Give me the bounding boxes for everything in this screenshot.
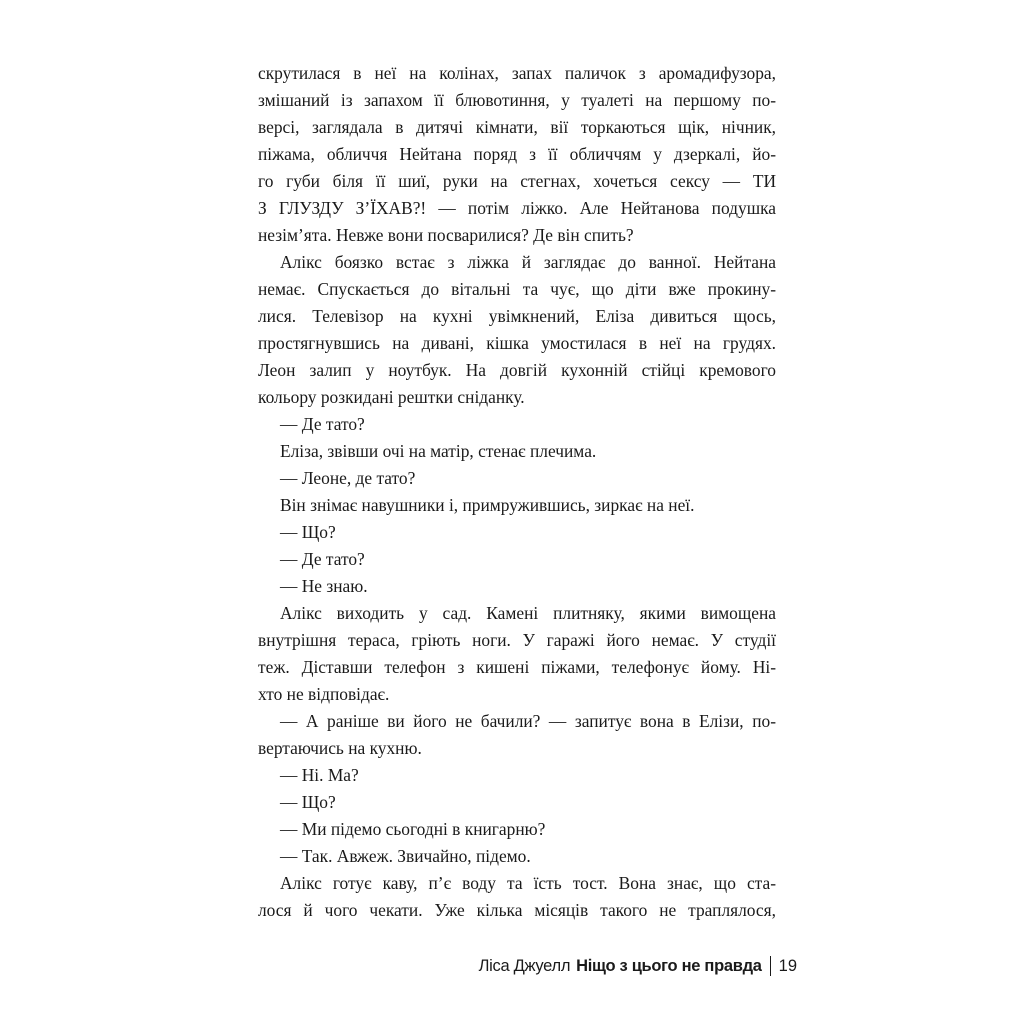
dialogue-line: — Так. Авжеж. Звичайно, підемо. — [280, 846, 531, 866]
text-line: незім’ята. Невже вони посварилися? Де він спить? — [258, 225, 634, 245]
paragraph-first-line: Алікс готує каву, п’є воду та їсть тост. Вона знає, що ста- — [280, 873, 776, 893]
dialogue-line: — Де тато? — [280, 414, 365, 434]
text-line: кольору розкидані рештки сніданку. — [258, 387, 525, 407]
paragraph-first-line: Еліза, звівши очі на матір, стенає плечима. — [280, 441, 597, 461]
page-number: 19 — [778, 956, 797, 975]
footer-book-title: Ніщо з цього не правда — [576, 956, 762, 975]
text-line: піжама, обличчя Нейтана поряд з її обличчям у дзеркалі, йо- — [258, 144, 776, 164]
text-line: версі, заглядала в дитячі кімнати, вії торкаються щік, нічник, — [258, 117, 776, 137]
footer-divider — [770, 956, 771, 976]
text-line: простягнувшись на дивані, кішка умостилася в неї на грудях. — [258, 333, 776, 353]
book-page — [258, 60, 776, 1020]
text-line: теж. Діставши телефон з кишені піжами, телефонує йому. Ні- — [258, 657, 776, 677]
dialogue-line: — Не знаю. — [280, 576, 368, 596]
dialogue-line: — А раніше ви його не бачили? — запитує вона в Елізи, по- — [280, 711, 776, 731]
text-line: го губи біля її шиї, руки на стегнах, хочеться сексу — ТИ — [258, 171, 776, 191]
paragraph-first-line: Він знімає навушники і, примружившись, зиркає на неї. — [280, 495, 695, 515]
text-line: внутрішня тераса, гріють ноги. У гаражі його немає. У студії — [258, 630, 776, 650]
footer-author: Ліса Джуелл — [478, 956, 571, 975]
text-line: хто не відповідає. — [258, 684, 390, 704]
text-line: лися. Телевізор на кухні увімкнений, Еліза дивиться щось, — [258, 306, 776, 326]
paragraph-first-line: Алікс виходить у сад. Камені плитняку, якими вимощена — [280, 603, 776, 623]
dialogue-line: — Ні. Ма? — [280, 765, 359, 785]
text-line: вертаючись на кухню. — [258, 738, 422, 758]
text-line: немає. Спускається до вітальні та чує, що діти вже прокину- — [258, 279, 776, 299]
text-line: лося й чого чекати. Уже кілька місяців такого не траплялося, — [258, 900, 776, 920]
text-line: З ГЛУЗДУ З’ЇХАВ?! — потім ліжко. Але Нейтанова подушка — [258, 198, 776, 218]
dialogue-line: — Де тато? — [280, 549, 365, 569]
dialogue-line: — Що? — [280, 792, 336, 812]
running-footer — [479, 956, 797, 976]
text-line: скрутилася в неї на колінах, запах паличок з аромадифузора, — [258, 63, 776, 83]
dialogue-line: — Ми підемо сьогодні в книгарню? — [280, 819, 546, 839]
dialogue-line: — Леоне, де тато? — [280, 468, 416, 488]
dialogue-line: — Що? — [280, 522, 336, 542]
paragraph-first-line: Алікс боязко встає з ліжка й заглядає до ванної. Нейтана — [280, 252, 776, 272]
text-line: Леон залип у ноутбук. На довгій кухонній стійці кремового — [258, 360, 776, 380]
text-line: змішаний із запахом її блювотиння, у туалеті на першому по- — [258, 90, 776, 110]
